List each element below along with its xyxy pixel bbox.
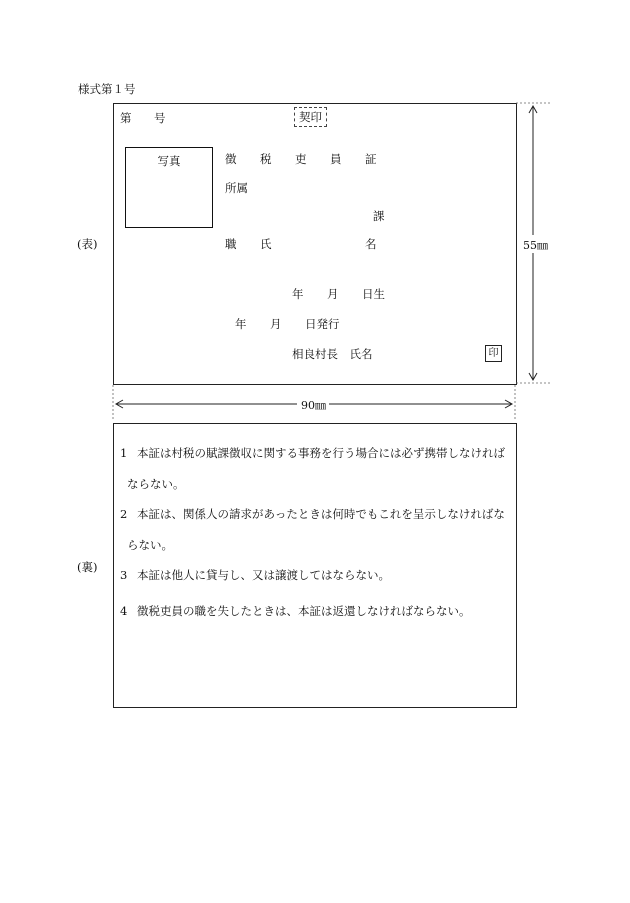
front-side-label: (表) [77, 237, 98, 251]
section-label: 課 [373, 209, 385, 223]
back-side-label: (裏) [77, 560, 98, 574]
photo-label: 写真 [157, 154, 181, 168]
note-1-line-2: ならない。 [127, 477, 185, 491]
position-label: 職 [225, 237, 237, 251]
name-label-2: 名 [365, 237, 377, 251]
note-2-number: 2 [120, 507, 128, 521]
card-number-prefix: 第 [120, 111, 132, 125]
width-dimension-label: 90㎜ [298, 397, 329, 413]
birth-year-label: 年 [292, 287, 304, 301]
note-3-line-1: 本証は他人に貸与し、又は譲渡してはならない。 [137, 568, 390, 582]
card-number-suffix: 号 [154, 111, 166, 125]
name-label-1: 氏 [260, 237, 272, 251]
note-3-number: 3 [120, 568, 128, 582]
card-title-char-4: 員 [330, 152, 342, 166]
form-number: 様式第１号 [78, 82, 136, 96]
card-title-char-3: 吏 [295, 152, 307, 166]
issue-day-label: 日発行 [305, 317, 340, 331]
issue-year-label: 年 [235, 317, 247, 331]
note-1-line-1: 本証は村税の賦課徴収に関する事務を行う場合には必ず携帯しなければ [137, 446, 505, 460]
height-dimension-label: 55㎜ [520, 237, 551, 253]
card-title-char-2: 税 [260, 152, 272, 166]
note-4-number: 4 [120, 604, 128, 618]
stamp-label: 印 [488, 348, 499, 359]
card-back [113, 423, 517, 708]
note-2-line-1: 本証は、関係人の請求があったときは何時でもこれを呈示しなければな [137, 507, 505, 521]
birth-day-label: 日生 [362, 287, 385, 301]
note-1-number: 1 [120, 446, 128, 460]
seal-mark-label: 契印 [299, 110, 322, 124]
issue-month-label: 月 [270, 317, 282, 331]
affiliation-label: 所属 [225, 181, 248, 195]
issuer-label: 相良村長 氏名 [292, 347, 373, 361]
birth-month-label: 月 [327, 287, 339, 301]
note-2-line-2: らない。 [127, 538, 173, 552]
note-4-line-1: 徴税吏員の職を失したときは、本証は返還しなければならない。 [137, 604, 471, 618]
card-title-char-5: 証 [365, 152, 377, 166]
card-title-char-1: 徴 [225, 152, 237, 166]
